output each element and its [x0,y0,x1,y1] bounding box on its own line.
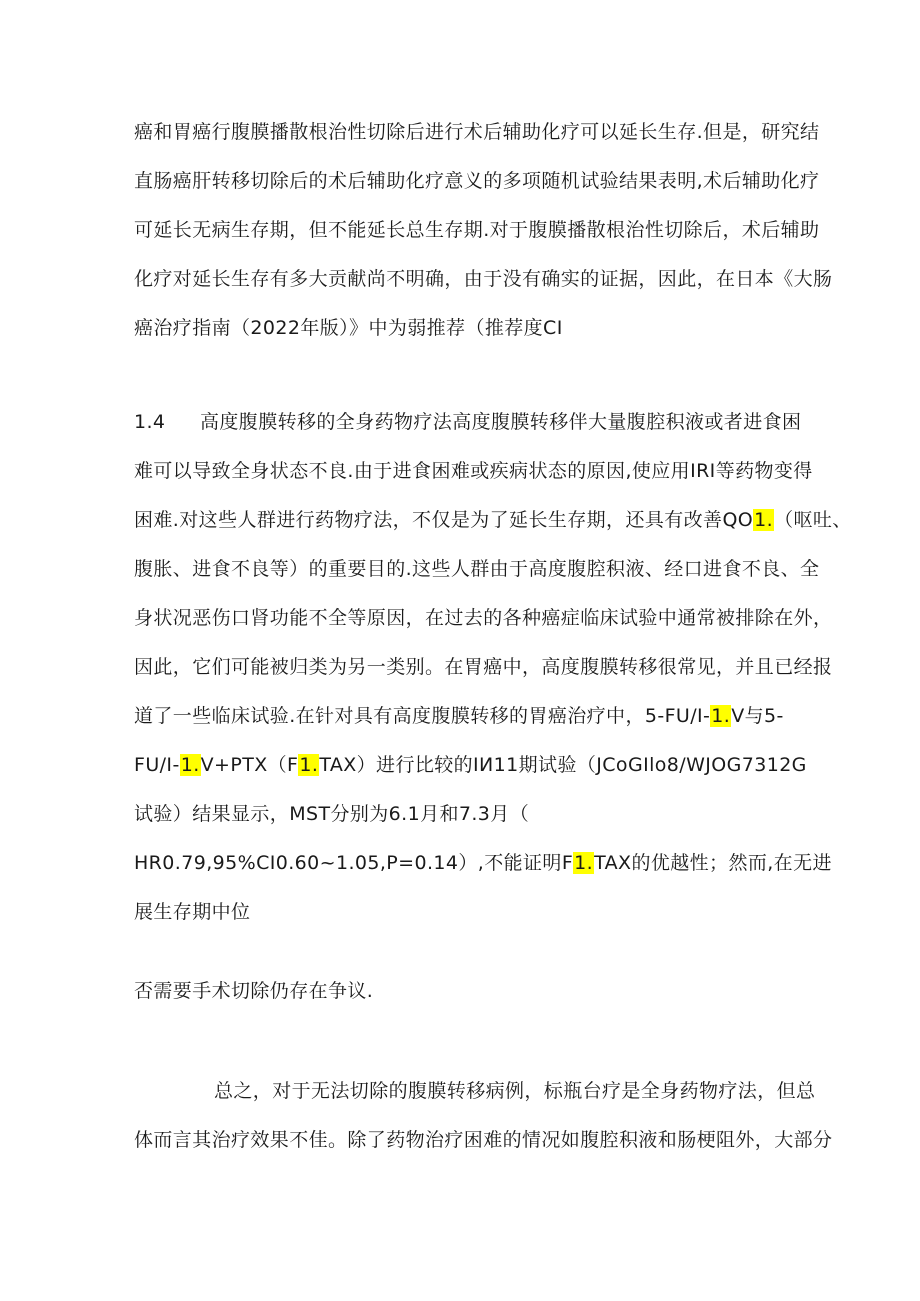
paragraph3-line: 否需要手术切除仍存在争议. [134,980,374,1002]
section-1-4-line-3 [134,506,852,534]
section-1-4-line-2: 难可以导致全身状态不良.由于进食困难或疾病状态的原因,使应用IRI等药物变得 [134,460,813,482]
section-1-4-line-10 [134,849,832,877]
highlighted-text: 1. [574,852,594,874]
section-1-4-line-7 [134,702,784,730]
section-1-4-line-6: 因此，它们可能被归类为另一类别。在胃癌中，高度腹膜转移很常见，并且已经报 [134,656,833,678]
text-run: V+PTX（F [200,754,299,776]
highlighted-text: 1. [711,705,731,727]
text-run: HR0.79,95%CI0.60~1.05,P=0.14）,不能证明F [134,852,574,874]
text-run: （呕吐、 [774,509,852,531]
highlighted-text: 1. [299,754,319,776]
text-run: TAX）进行比较的IИ11期试验（JCoGIlo8/WJOG7312G [319,754,807,776]
section-1-4-line-5: 身状况恶伤口肾功能不全等原因，在过去的各种癌症临床试验中通常被排除在外， [134,607,833,629]
paragraph1-line-3: 可延长无病生存期，但不能延长总生存期.对于腹膜播散根治性切除后，术后辅助 [134,219,820,241]
paragraph1-line-5: 癌治疗指南（2022年版）》中为弱推荐（推荐度CI [134,317,563,339]
text-run: V与5- [731,705,784,727]
highlighted-text: 1. [180,754,200,776]
section-heading-text: 高度腹膜转移的全身药物疗法高度腹膜转移伴大量腹腔积液或者进食困 [200,411,802,433]
text-run: FU/I- [134,754,180,776]
section-number: 1.4 [134,411,166,433]
paragraph4-line-1 [134,1077,815,1105]
paragraph1-line-2: 直肠癌肝转移切除后的术后辅助化疗意义的多项随机试验结果表明,术后辅助化疗 [134,170,820,192]
text-run: 总之，对于无法切除的腹膜转移病例，标瓶台疗是全身药物疗法，但总 [214,1080,816,1102]
text-run: 困难.对这些人群进行药物疗法，不仅是为了延长生存期，还具有改善QO [134,509,754,531]
section-1-4-line-9: 试验）结果显示，MST分别为6.1月和7.3月（ [134,803,530,825]
paragraph4-line-2: 体而言其治疗效果不佳。除了药物治疗困难的情况如腹腔积液和肠梗阻外，大部分 [134,1129,833,1151]
text-run: 道了一些临床试验.在针对具有高度腹膜转移的胃癌治疗中，5-FU/I- [134,705,711,727]
highlighted-text: 1. [754,509,774,531]
paragraph1-line-1: 癌和胃癌行腹膜播散根治性切除后进行术后辅助化疗可以延长生存.但是，研究结 [134,121,820,143]
paragraph1-line-4: 化疗对延长生存有多大贡献尚不明确，由于没有确实的证据，因此，在日本《大肠 [134,268,833,290]
section-1-4-line-8 [134,751,807,779]
section-1-4-line-1 [134,408,801,436]
section-1-4-line-4: 腹胀、进食不良等）的重要目的.这些人群由于高度腹腔积液、经口进食不良、全 [134,558,820,580]
section-1-4-line-11: 展生存期中位 [134,901,251,923]
text-run: TAX的优越性；然而,在无进 [594,852,832,874]
